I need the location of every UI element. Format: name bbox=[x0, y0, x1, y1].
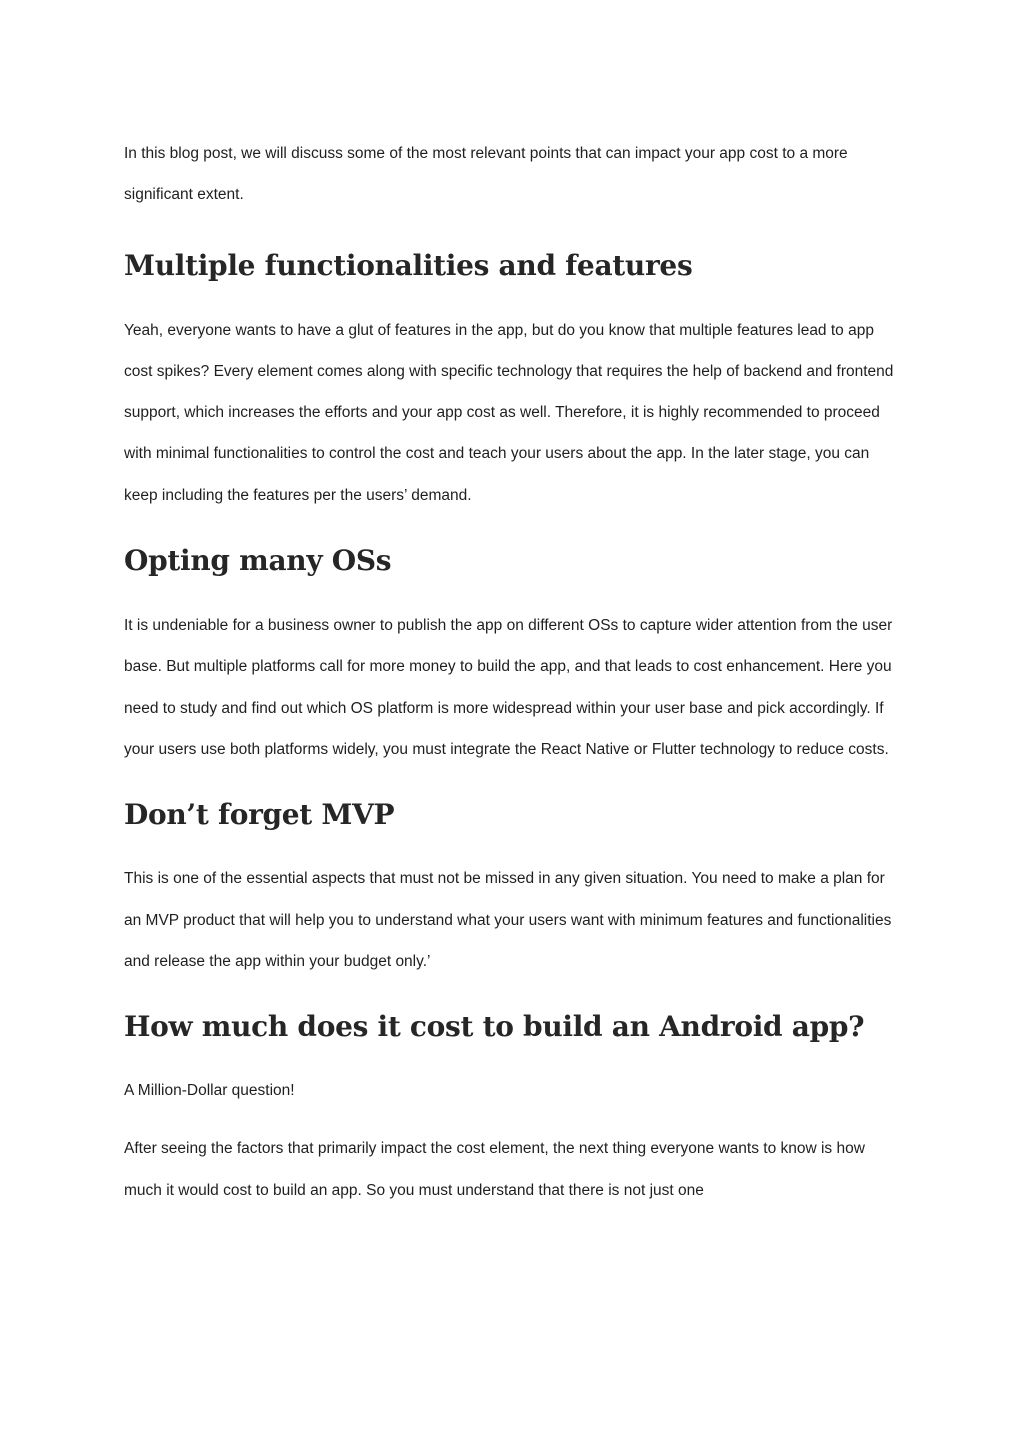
intro-paragraph: In this blog post, we will discuss some of the most relevant points that can impact your app cost to a more significant extent. bbox=[124, 145, 848, 204]
heading-opting-many-oss: Opting many OSs bbox=[124, 544, 392, 578]
paragraph-opting-many-oss: It is undeniable for a business owner to publish the app on different OSs to capture wider attention from the user base. But multiple platforms call for more money to build the app, and that leads to cost enhancement. Here you need to study and find out which OS platform is more widespread within your user base and pick accordingly. If your users use both platforms widely, you must integrate the React Native or Flutter technology to reduce costs. bbox=[124, 617, 893, 758]
heading-dont-forget-mvp: Don’t forget MVP bbox=[124, 798, 395, 832]
paragraph-android-app-cost: After seeing the factors that primarily impact the cost element, the next thing everyone wants to know is how much it would cost to build an app. So you must understand that there is not just one bbox=[124, 1140, 865, 1199]
heading-multiple-functionalities: Multiple functionalities and features bbox=[124, 248, 693, 282]
heading-android-app-cost: How much does it cost to build an Android app? bbox=[124, 1010, 865, 1044]
article-content bbox=[124, 133, 904, 1211]
paragraph-million-dollar-question: A Million-Dollar question! bbox=[124, 1082, 295, 1100]
paragraph-multiple-functionalities: Yeah, everyone wants to have a glut of features in the app, but do you know that multiple features lead to app cost spikes? Every element comes along with specific technology that requires the help of backend and frontend support, which increases the efforts and your app cost as well. Therefore, it is highly recommended to proceed with minimal functionalities to control the cost and teach your users about the app. In the later stage, you can keep including the features per the users’ demand. bbox=[124, 321, 894, 504]
paragraph-dont-forget-mvp: This is one of the essential aspects that must not be missed in any given situation. You need to make a plan for an MVP product that will help you to understand what your users want with minimum features and functionalities and release the app within your budget only.’ bbox=[124, 870, 892, 970]
